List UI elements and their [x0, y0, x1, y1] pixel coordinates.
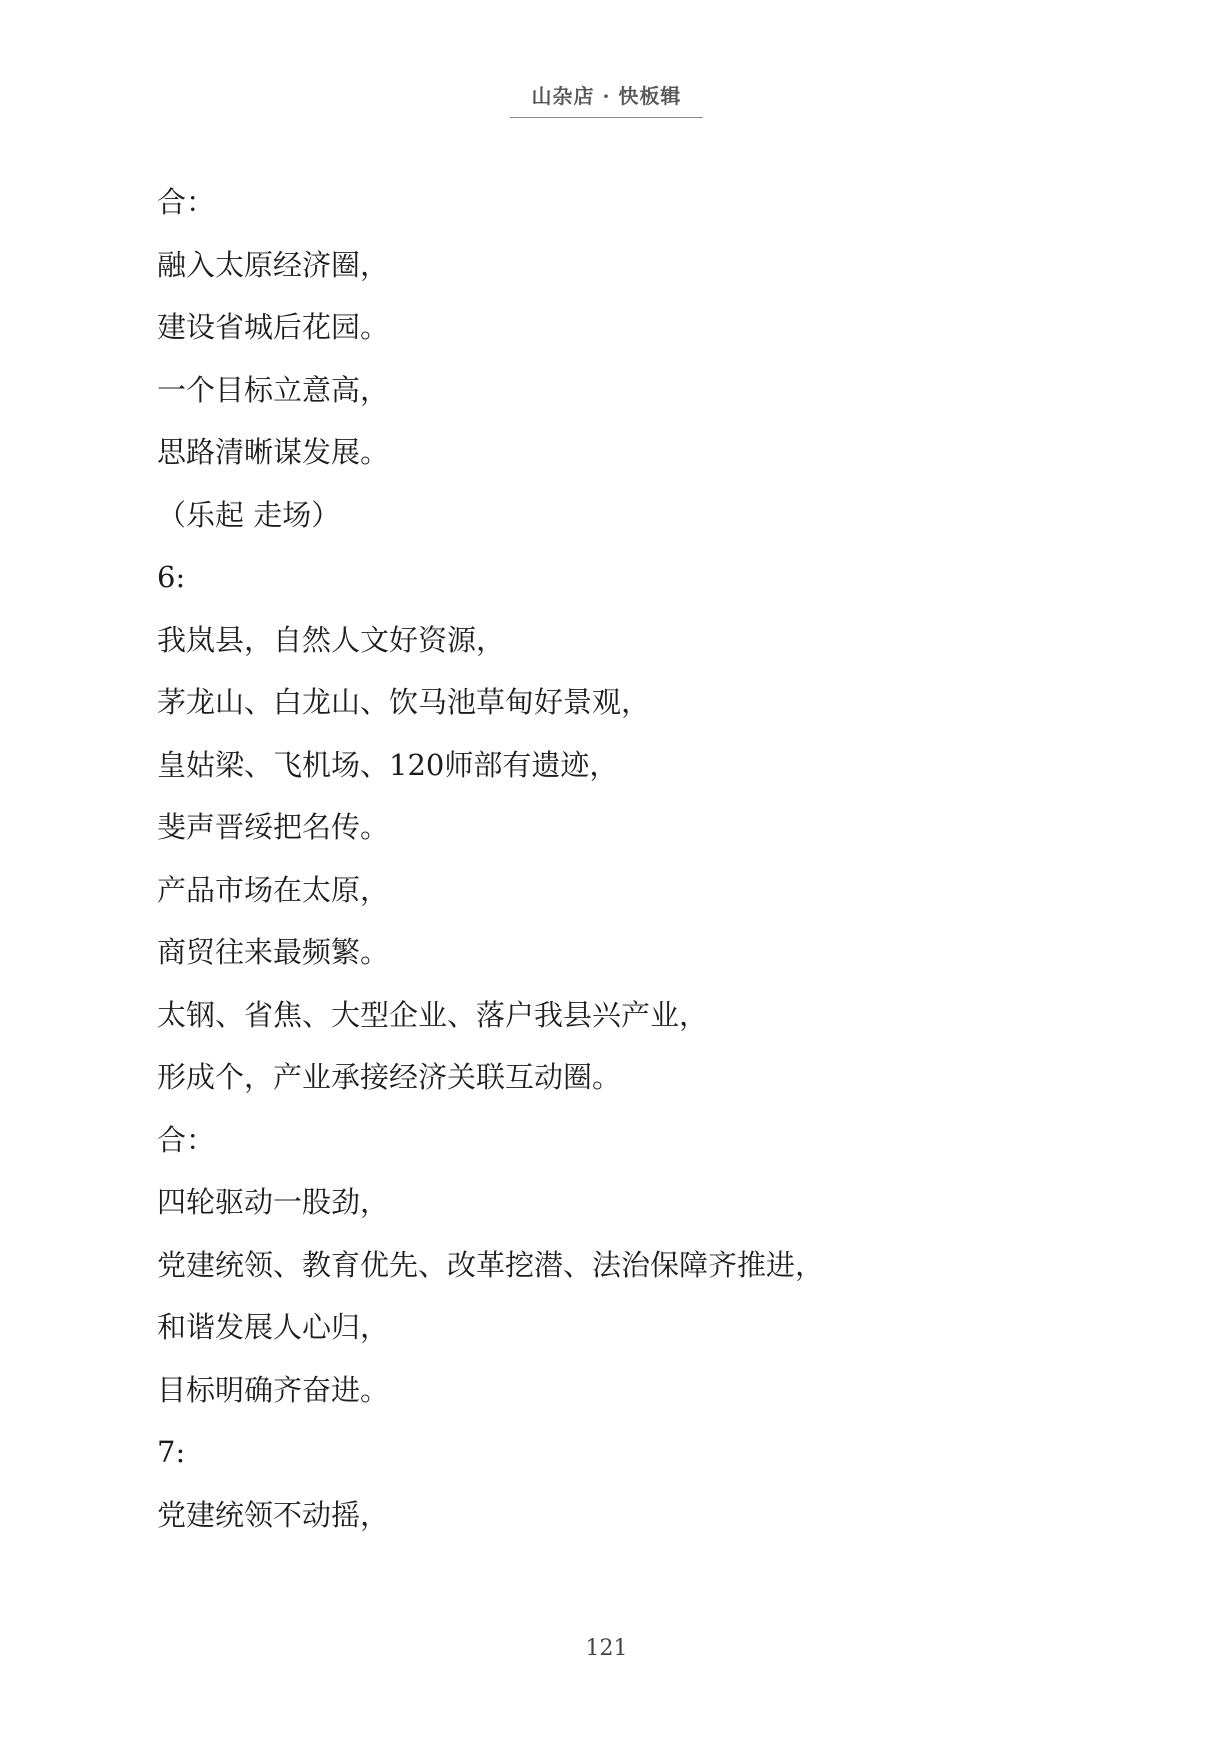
text-line: 斐声晋绥把名传。 [157, 810, 390, 844]
text-line: 思路清晰谋发展。 [157, 435, 390, 469]
section-number: 7: [157, 1435, 186, 1469]
text-line: 合： [157, 185, 216, 219]
text-line: 党建统领不动摇， [157, 1497, 390, 1532]
text-line: 一个目标立意高， [157, 372, 390, 407]
running-header [0, 80, 1213, 118]
text-line: 商贸往来最频繁。 [157, 935, 390, 969]
text-line: 茅龙山、白龙山、饮马池草甸好景观， [157, 685, 651, 719]
text-line: 目标明确齐奋进。 [157, 1372, 390, 1407]
text-line: 合： [157, 1122, 216, 1157]
text-line: 产品市场在太原， [157, 872, 390, 907]
text-line: 形成个，产业承接经济关联互动圈。 [157, 1060, 622, 1094]
section-number: 6: [157, 560, 186, 594]
text-line: 皇姑梁、飞机场、120师部有遗迹， [157, 747, 619, 782]
text-line: 四轮驱动一股劲， [157, 1185, 390, 1219]
page-number: 121 [585, 1636, 628, 1661]
body-text [157, 182, 1107, 1557]
text-line: 我岚县，自然人文好资源， [157, 622, 506, 657]
stage-direction: （乐起 走场） [157, 497, 341, 532]
text-line: 和谐发展人心归， [157, 1310, 390, 1344]
header-title: 山杂店 · 快板辑 [510, 80, 704, 118]
text-line: 太钢、省焦、大型企业、落户我县兴产业， [157, 997, 709, 1032]
text-line: 建设省城后花园。 [157, 310, 390, 344]
text-line: 融入太原经济圈， [157, 247, 390, 282]
text-line: 党建统领、教育优先、改革挖潜、法治保障齐推进， [157, 1247, 825, 1282]
